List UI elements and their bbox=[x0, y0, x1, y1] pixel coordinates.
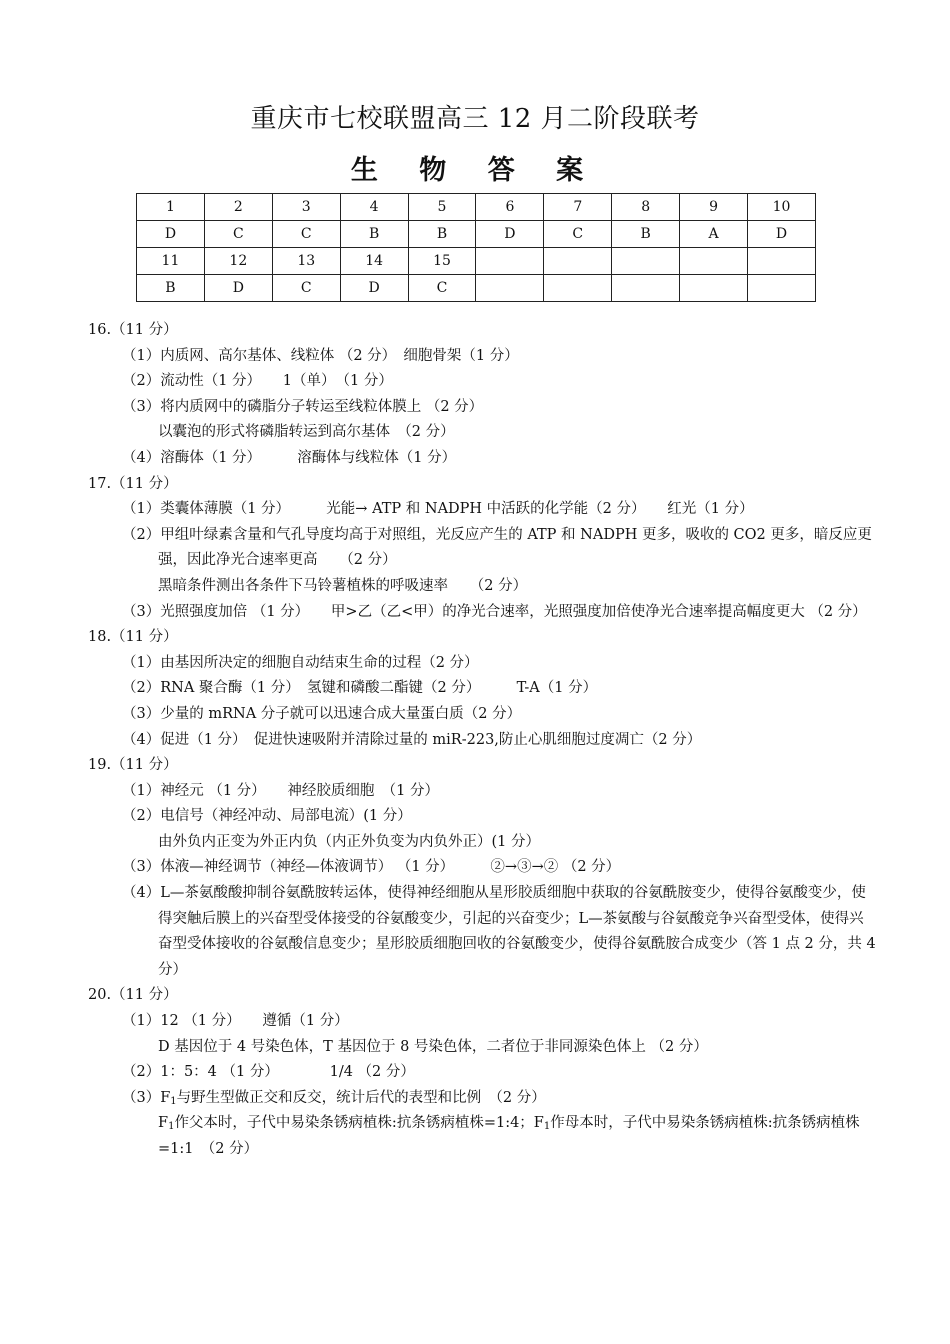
answer-table-cell: 13 bbox=[272, 248, 340, 275]
q20-part1-cont: D 基因位于 4 号染色体，T 基因位于 8 号染色体，二者位于非同源染色体上 （2 分） bbox=[158, 1038, 708, 1055]
answer-table-cell: 7 bbox=[544, 194, 612, 221]
answer-table-cell: 9 bbox=[680, 194, 748, 221]
answer-table-cell: C bbox=[272, 275, 340, 302]
answer-table-cell bbox=[476, 275, 544, 302]
answer-table-cell: D bbox=[204, 275, 272, 302]
q17-header: 17.（11 分） bbox=[88, 475, 178, 492]
q19-part2-cont: 由外负内正变为外正内负（内正外负变为内负外正）(1 分） bbox=[158, 833, 540, 850]
answer-table-cell bbox=[748, 248, 816, 275]
q18-part2: （2）RNA 聚合酶（1 分） 氢键和磷酸二酯键（2 分） T-A（1 分） bbox=[122, 680, 598, 697]
answer-table-cell: C bbox=[272, 221, 340, 248]
q16-part3-cont: 以囊泡的形式将磷脂转运到高尔基体 （2 分） bbox=[158, 424, 455, 441]
answer-table-cell: C bbox=[408, 275, 476, 302]
q19-header: 19.（11 分） bbox=[88, 757, 178, 774]
answer-table-cell: 3 bbox=[272, 194, 340, 221]
q16-part3: （3）将内质网中的磷脂分子转运至线粒体膜上 （2 分） bbox=[122, 398, 484, 415]
q20-part1: （1）12 （1 分） 遵循（1 分） bbox=[122, 1013, 349, 1030]
answer-table-cell bbox=[680, 248, 748, 275]
q16-part4: （4）溶酶体（1 分） 溶酶体与线粒体（1 分） bbox=[122, 449, 457, 466]
q20-header: 20.（11 分） bbox=[88, 987, 178, 1004]
q16-header: 16.（11 分） bbox=[88, 322, 178, 338]
answer-table-cell: 4 bbox=[340, 194, 408, 221]
answer-table-cell: 8 bbox=[612, 194, 680, 221]
answer-table-cell: C bbox=[204, 221, 272, 248]
answer-table-cell: B bbox=[612, 221, 680, 248]
answer-table-cell: C bbox=[544, 221, 612, 248]
answer-table-cell: D bbox=[748, 221, 816, 248]
answer-body bbox=[88, 318, 878, 1163]
answer-table-cell bbox=[612, 275, 680, 302]
q18-part1: （1）由基因所决定的细胞自动结束生命的过程（2 分） bbox=[122, 654, 479, 671]
q18-part3: （3）少量的 mRNA 分子就可以迅速合成大量蛋白质（2 分） bbox=[122, 705, 522, 722]
answer-table-cell: 15 bbox=[408, 248, 476, 275]
q17-part1: （1）类囊体薄膜（1 分） 光能→ ATP 和 NADPH 中活跃的化学能（2 分） 红光（1 分） bbox=[122, 501, 754, 518]
page-subtitle: 生 物 答 案 bbox=[350, 155, 600, 186]
answer-table-cell: 2 bbox=[204, 194, 272, 221]
answer-table-cell: D bbox=[340, 275, 408, 302]
q17-part3: （3）光照强度加倍 （1 分） 甲>乙（乙<甲）的净光合速率，光照强度加倍使净光合速率提高幅度更大 （2 分） bbox=[122, 603, 867, 620]
answer-table-row bbox=[137, 275, 816, 302]
answer-table-cell: D bbox=[137, 221, 205, 248]
answer-table-cell bbox=[680, 275, 748, 302]
q20-part2: （2）1：5：4 （1 分） 1/4 （2 分） bbox=[122, 1064, 415, 1081]
answer-table-cell: B bbox=[408, 221, 476, 248]
q17-part2: （2）甲组叶绿素含量和气孔导度均高于对照组，光反应产生的 ATP 和 NADPH 更多，吸收的 CO2 更多，暗反应更强，因此净光合速率更高 （2 分） bbox=[122, 526, 872, 569]
q17-part2-cont: 黑暗条件测出各条件下马铃薯植株的呼吸速率 （2 分） bbox=[158, 577, 528, 594]
q18-header: 18.（11 分） bbox=[88, 629, 178, 646]
answer-table-cell: B bbox=[340, 221, 408, 248]
answer-table-cell bbox=[544, 275, 612, 302]
q18-part4: （4）促进（1 分） 促进快速吸附并清除过量的 miR-223,防止心肌细胞过度凋亡（2 分） bbox=[122, 731, 702, 748]
answer-table-cell: 6 bbox=[476, 194, 544, 221]
q19-part1: （1）神经元 （1 分） 神经胶质细胞 （1 分） bbox=[122, 782, 440, 799]
q20-part3: $(3)F_1$与野生型做正交和反交，统计后代的表型和比例 （2 分） bbox=[122, 1089, 546, 1107]
answer-table-cell: B bbox=[137, 275, 205, 302]
q19-part3: （3）体液—神经调节（神经—体液调节） （1 分） ②→③→② （2 分） bbox=[122, 859, 621, 876]
answer-table-cell bbox=[612, 248, 680, 275]
answer-table-row bbox=[137, 248, 816, 275]
answer-table-row bbox=[137, 221, 816, 248]
answer-table-cell: 11 bbox=[137, 248, 205, 275]
answer-table-cell: D bbox=[476, 221, 544, 248]
answer-table-cell bbox=[748, 275, 816, 302]
q19-part4: （4）L—茶氨酸酸抑制谷氨酰胺转运体，使得神经细胞从星形胶质细胞中获取的谷氨酰胺变少，使得谷氨酸变少，使得突触后膜上的兴奋型受体接受的谷氨酸变少，引起的兴奋变少；L—茶氨酸与谷氨酸竞争兴奋型受体，使得兴奋型受体接收的谷氨酸信息变少；星形胶质细胞回收的谷氨酸变少，使得谷氨酰胺合成变少（答 1 点 2 分，共 4 分） bbox=[122, 885, 876, 978]
answer-table-cell: 1 bbox=[137, 194, 205, 221]
answer-table-cell bbox=[476, 248, 544, 275]
answer-table-cell: 12 bbox=[204, 248, 272, 275]
answer-table-row bbox=[137, 194, 816, 221]
answer-table-cell: 10 bbox=[748, 194, 816, 221]
q16-part1: （1）内质网、高尔基体、线粒体 （2 分） 细胞骨架（1 分） bbox=[122, 347, 519, 364]
answer-table-cell: 14 bbox=[340, 248, 408, 275]
answer-table-cell bbox=[544, 248, 612, 275]
q16-part2: （2）流动性（1 分） 1（单） （1 分） bbox=[122, 373, 393, 390]
page-title: 重庆市七校联盟高三 12 月二阶段联考 bbox=[250, 104, 700, 134]
answer-table-cell: 5 bbox=[408, 194, 476, 221]
answer-table bbox=[136, 193, 816, 302]
q19-part2: （2）电信号（神经冲动、局部电流）(1 分） bbox=[122, 808, 412, 825]
q20-part3-cont: $F_1$作父本时，子代中易染条锈病植株:抗条锈病植株=1:4；$F_1$作母本时，子代中易染条锈病植株:抗条锈病植株=1:1 （2 分） bbox=[158, 1115, 860, 1157]
answer-table-cell: A bbox=[680, 221, 748, 248]
